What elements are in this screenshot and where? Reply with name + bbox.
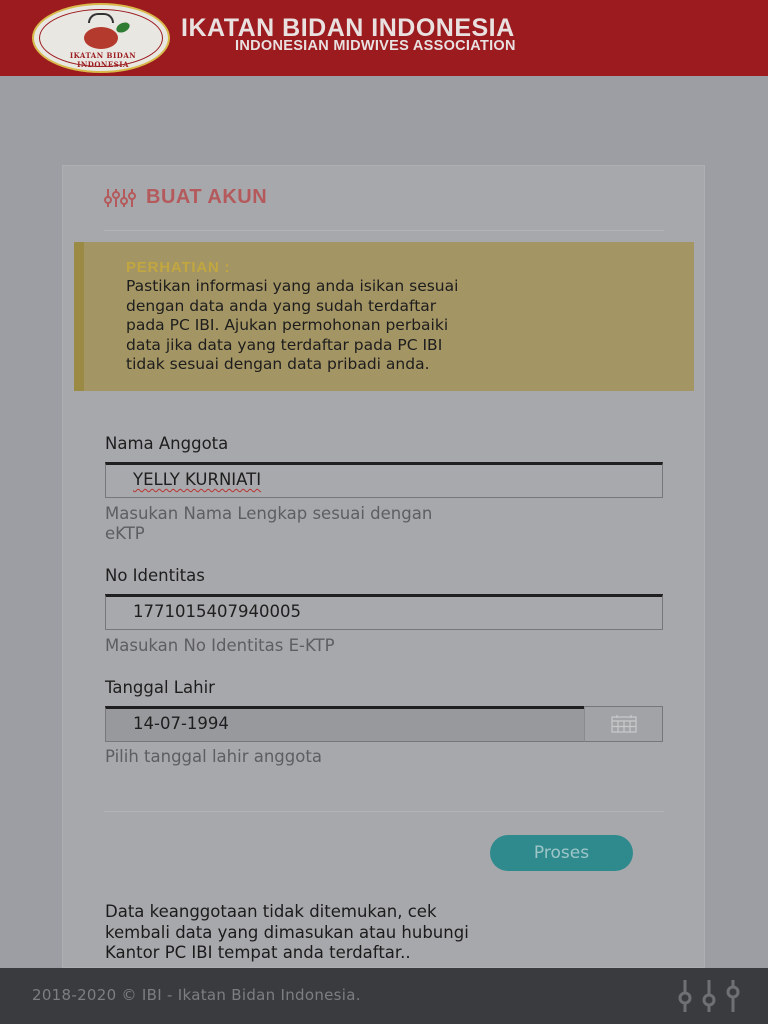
alert-title: PERHATIAN : [126, 259, 231, 276]
logo-lamp-icon [88, 13, 114, 23]
divider [104, 811, 664, 812]
calendar-icon [611, 715, 637, 733]
alert-line: pada PC IBI. Ajukan permohonan perbaiki [126, 316, 449, 334]
divider [104, 230, 664, 231]
no-identitas-label: No Identitas [105, 566, 205, 585]
alert-line: tidak sesuai dengan data pribadi anda. [126, 355, 430, 373]
help-line: Masukan Nama Lengkap sesuai dengan [105, 504, 433, 523]
attention-alert [74, 242, 694, 391]
nama-anggota-help [105, 504, 432, 544]
result-line: kembali data yang dimasukan atau hubungi [105, 922, 469, 942]
no-identitas-value: 1771015407940005 [133, 602, 301, 621]
site-footer [0, 968, 768, 1024]
alert-line: dengan data anda yang sudah terdaftar [126, 296, 437, 315]
card-title-text: BUAT AKUN [146, 186, 268, 208]
help-line: eKTP [105, 524, 145, 543]
nama-anggota-label: Nama Anggota [105, 434, 229, 453]
card-title [104, 186, 267, 209]
nama-anggota-value: YELLY KURNIATI [133, 470, 262, 489]
nama-anggota-input[interactable] [105, 462, 663, 498]
alert-body [126, 277, 666, 375]
org-name: IKATAN BIDAN INDONESIA [181, 14, 515, 42]
ibi-logo[interactable] [32, 3, 170, 73]
alert-line: Pastikan informasi yang anda isikan sesuai [126, 277, 459, 295]
result-message [105, 902, 675, 964]
tanggal-lahir-help: Pilih tanggal lahir anggota [105, 747, 322, 766]
tanggal-lahir-input[interactable] [105, 706, 585, 742]
result-line: Data keanggotaan tidak ditemukan, cek [105, 902, 437, 921]
logo-emblem [84, 27, 118, 49]
alert-line: data jika data yang terdaftar pada PC IBI [126, 335, 443, 354]
no-identitas-help: Masukan No Identitas E-KTP [105, 636, 335, 655]
site-header [0, 0, 768, 76]
result-line: Kantor PC IBI tempat anda terdaftar.. [105, 943, 411, 962]
date-picker-button[interactable] [584, 706, 663, 742]
logo-text: IKATAN BIDAN INDONESIA [69, 51, 137, 69]
proses-button[interactable]: Proses [490, 835, 633, 871]
footer-copyright: 2018-2020 © IBI - Ikatan Bidan Indonesia. [32, 986, 361, 1004]
tanggal-lahir-value: 14-07-1994 [133, 714, 229, 733]
org-subtitle: INDONESIAN MIDWIVES ASSOCIATION [235, 38, 516, 54]
sliders-icon[interactable] [676, 978, 742, 1014]
tanggal-lahir-label: Tanggal Lahir [105, 678, 215, 697]
sliders-icon [104, 187, 136, 209]
no-identitas-input[interactable] [105, 594, 663, 630]
